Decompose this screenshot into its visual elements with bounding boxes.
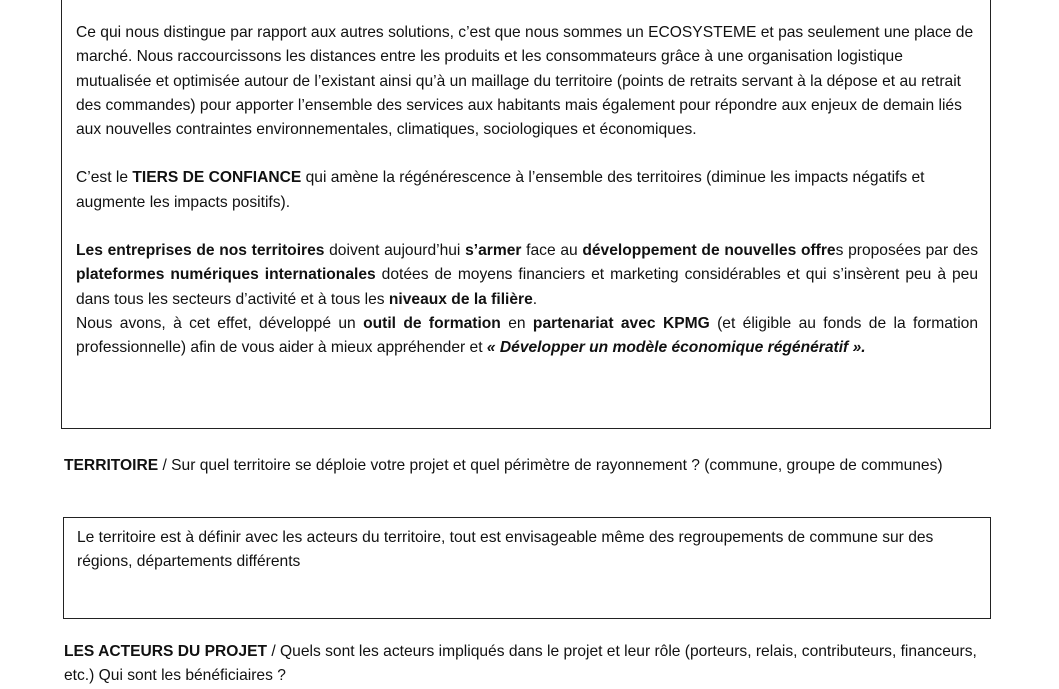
text-segment: dotées de moyens financiers et marketing considérables et qui s’insèrent peu à peu dans tous les secteurs d’activité et à tous les (76, 266, 979, 308)
text-segment: qui amène la régénérescence à l’ensemble des territoires (diminue les impacts négatifs et augmente les impacts positifs). (76, 169, 925, 211)
text-segment: face au (521, 242, 583, 260)
question-text: / Quels sont les acteurs impliqués dans le projet et leur rôle (porteurs, relais, contributeurs, financeurs, etc.) Qui sont les bénéficiaires ? (64, 643, 977, 685)
question-label: TERRITOIRE (64, 457, 159, 474)
text-segment: s proposées par des (835, 242, 978, 260)
text-segment: en (500, 314, 533, 332)
bold-italic-segment: « Développer un modèle économique régénératif ». (486, 339, 866, 357)
question-label: LES ACTEURS DU PROJET (64, 643, 268, 660)
text-segment: Nous avons, à cet effet, développé un (76, 314, 364, 332)
bold-segment: outil de formation (363, 314, 501, 332)
question-acteurs (64, 640, 999, 689)
paragraph-entreprises (76, 239, 978, 312)
text-segment: doivent aujourd’hui (324, 242, 466, 260)
bold-segment: plateformes numériques internationales (76, 266, 376, 284)
answer-box-territoire (63, 517, 991, 619)
bold-segment: développement de nouvelles offre (582, 242, 836, 260)
bold-segment: partenariat avec KPMG (532, 314, 710, 332)
bold-segment: TIERS DE CONFIANCE (132, 169, 302, 187)
text-segment: C’est le (76, 169, 133, 187)
answer-box-ecosystem (61, 0, 991, 429)
text-segment: . (532, 290, 538, 308)
bold-segment: niveaux de la filière (388, 290, 533, 308)
answer-text: Le territoire est à définir avec les acteurs du territoire, tout est envisageable même des regroupements de commune sur des régions, départements différents (77, 529, 934, 571)
text-segment: (et éligible au fonds de la formation professionnelle) afin de vous aider à mieux appréhender et (76, 314, 979, 357)
bold-segment: s’armer (465, 242, 522, 260)
question-text: / Sur quel territoire se déploie votre projet et quel périmètre de rayonnement ? (commune, groupe de communes) (158, 457, 943, 474)
paragraph-tiers-de-confiance (76, 166, 978, 215)
bold-segment: Les entreprises de nos territoires (76, 242, 325, 260)
paragraph-outil-formation (76, 312, 978, 361)
paragraph-ecosystem: Ce qui nous distingue par rapport aux autres solutions, c’est que nous sommes un ECOSYSTEME et pas seulement une place de marché. Nous raccourcissons les distances entre les produits et les consommateurs grâce à une organisation logistique mutualisée et optimisée autour de l’existant ainsi qu’à un maillage du territoire (points de retraits servant à la dépose et au retrait des commandes) pour apporter l’ensemble des services aux habitants mais également pour répondre aux enjeux de demain liés aux nouvelles contraintes environnementales, climatiques, sociologiques et économiques. (76, 24, 974, 139)
question-territoire (64, 454, 999, 478)
